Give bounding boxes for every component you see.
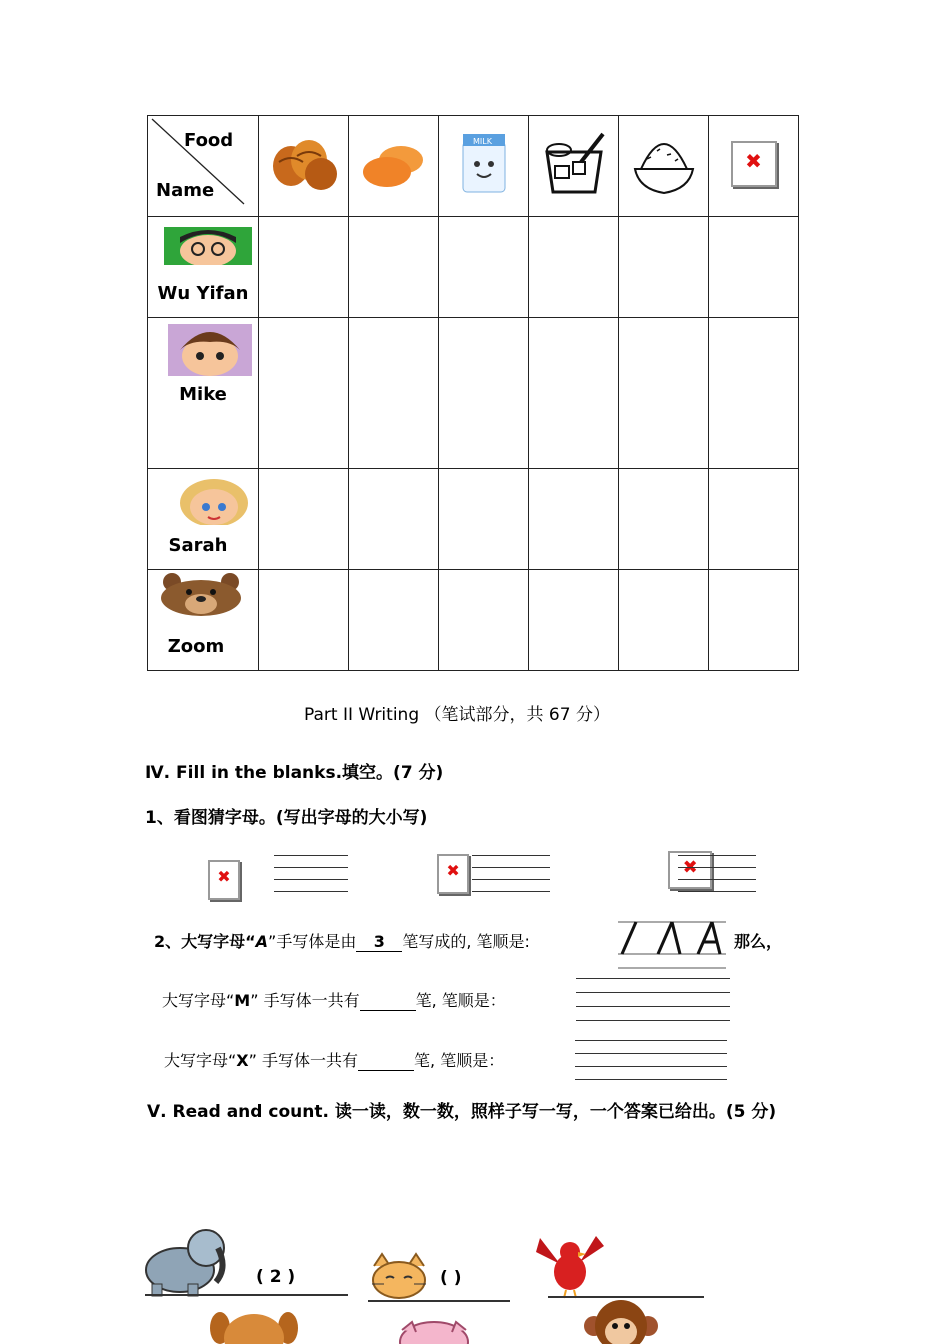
food-cell-milk [439, 116, 529, 217]
boy-glasses-icon [164, 227, 252, 265]
answer-cell [349, 570, 439, 671]
answer-lines [678, 855, 756, 892]
food-table [147, 115, 799, 671]
stroke-order-diagram [618, 912, 728, 970]
answer-elephant: ( 2 ) [256, 1267, 296, 1287]
food-cell-egg [349, 116, 439, 217]
dog-icon [208, 1310, 300, 1344]
bear-icon [154, 572, 248, 616]
q2-letter: A [255, 932, 269, 951]
bread-icon [269, 134, 339, 194]
cat-icon [368, 1252, 430, 1304]
q2-m-suffix: ” 手写体一共有 [250, 991, 360, 1010]
answer-cell [529, 570, 619, 671]
broken-image-icon: ✖ [668, 851, 712, 889]
q2-answer: 3 [356, 932, 402, 952]
pig-icon [396, 1318, 472, 1344]
q2-x-suffix: ” 手写体一共有 [248, 1051, 359, 1070]
q2-m-letter: M [234, 991, 251, 1010]
answer-lines [575, 1040, 727, 1080]
q2-text [154, 929, 530, 952]
q2-m-end: 笔, 笔顺是： [415, 991, 506, 1010]
answer-cell [529, 217, 619, 318]
header-name-label: Name [156, 180, 215, 201]
answer-cell [619, 318, 709, 469]
answer-lines [472, 855, 550, 892]
answer-cell [439, 570, 529, 671]
answer-cell [259, 570, 349, 671]
person-name: Mike [179, 384, 227, 405]
answer-cell [349, 217, 439, 318]
answer-lines [274, 855, 348, 892]
answer-cell [259, 217, 349, 318]
egg-icon [359, 134, 429, 194]
broken-image-icon: ✖ [731, 141, 777, 187]
answer-cell [259, 469, 349, 570]
person-cell-wu-yifan [148, 217, 259, 318]
answer-cell [619, 469, 709, 570]
q2-m-text [162, 988, 506, 1011]
q2-after: 那么， [734, 932, 783, 951]
food-cell-broken [709, 116, 799, 217]
juice-glass-icon [537, 132, 611, 196]
q2-suffix: 笔写成的, 笔顺是: [402, 932, 530, 951]
person-name: Sarah [168, 535, 228, 556]
answer-cell [439, 217, 529, 318]
q2-x-letter: X [236, 1051, 249, 1070]
broken-image-icon: ✖ [437, 854, 469, 894]
person-name: Zoom [167, 636, 225, 657]
q2-m-prefix: 大写字母“ [162, 991, 235, 1010]
q2-x-prefix: 大写字母“ [164, 1051, 237, 1070]
monkey-icon [584, 1298, 658, 1344]
part2-title: Part II Writing （笔试部分，共 67 分） [304, 705, 610, 725]
answer-cell [709, 570, 799, 671]
person-cell-mike [148, 318, 259, 469]
q2-prefix: 2、大写字母“ [154, 932, 256, 951]
answer-cell [439, 469, 529, 570]
answer-line [145, 1294, 348, 1296]
answer-cell [439, 318, 529, 469]
bird-icon [530, 1234, 610, 1300]
section5-title: Ⅴ. Read and count. 读一读，数一数，照样子写一写，一个答案已给出。(5 分) [147, 1102, 777, 1122]
answer-lines [576, 978, 730, 1021]
q2-mid: ”手写体是由 [268, 932, 357, 951]
answer-cell [619, 570, 709, 671]
food-cell-rice [619, 116, 709, 217]
answer-cell [349, 469, 439, 570]
table-header-cell [148, 116, 259, 217]
answer-cell [529, 318, 619, 469]
food-cell-juice [529, 116, 619, 217]
answer-cell [349, 318, 439, 469]
q1-text: 1、看图猜字母。(写出字母的大小写) [145, 808, 428, 828]
header-food-label: Food [184, 130, 234, 151]
boy-icon [168, 324, 252, 376]
person-cell-sarah [148, 469, 259, 570]
elephant-icon [140, 1218, 230, 1298]
rice-bowl-icon [627, 129, 701, 199]
answer-cell [709, 469, 799, 570]
answer-cell [709, 318, 799, 469]
answer-cell [709, 217, 799, 318]
girl-icon [172, 473, 256, 525]
person-cell-zoom [148, 570, 259, 671]
food-cell-bread [259, 116, 349, 217]
person-name: Wu Yifan [157, 283, 249, 304]
answer-cell [619, 217, 709, 318]
answer-line [368, 1300, 510, 1302]
q2-x-end: 笔, 笔顺是： [414, 1051, 505, 1070]
answer-cell [259, 318, 349, 469]
broken-image-icon: ✖ [208, 860, 240, 900]
svg-text:MILK: MILK [472, 137, 492, 146]
section4-title: Ⅳ. Fill in the blanks.填空。(7 分) [145, 763, 444, 783]
milk-carton-icon [449, 130, 519, 198]
q2-x-text [164, 1048, 504, 1071]
answer-cat: ( ) [440, 1268, 462, 1288]
answer-cell [529, 469, 619, 570]
